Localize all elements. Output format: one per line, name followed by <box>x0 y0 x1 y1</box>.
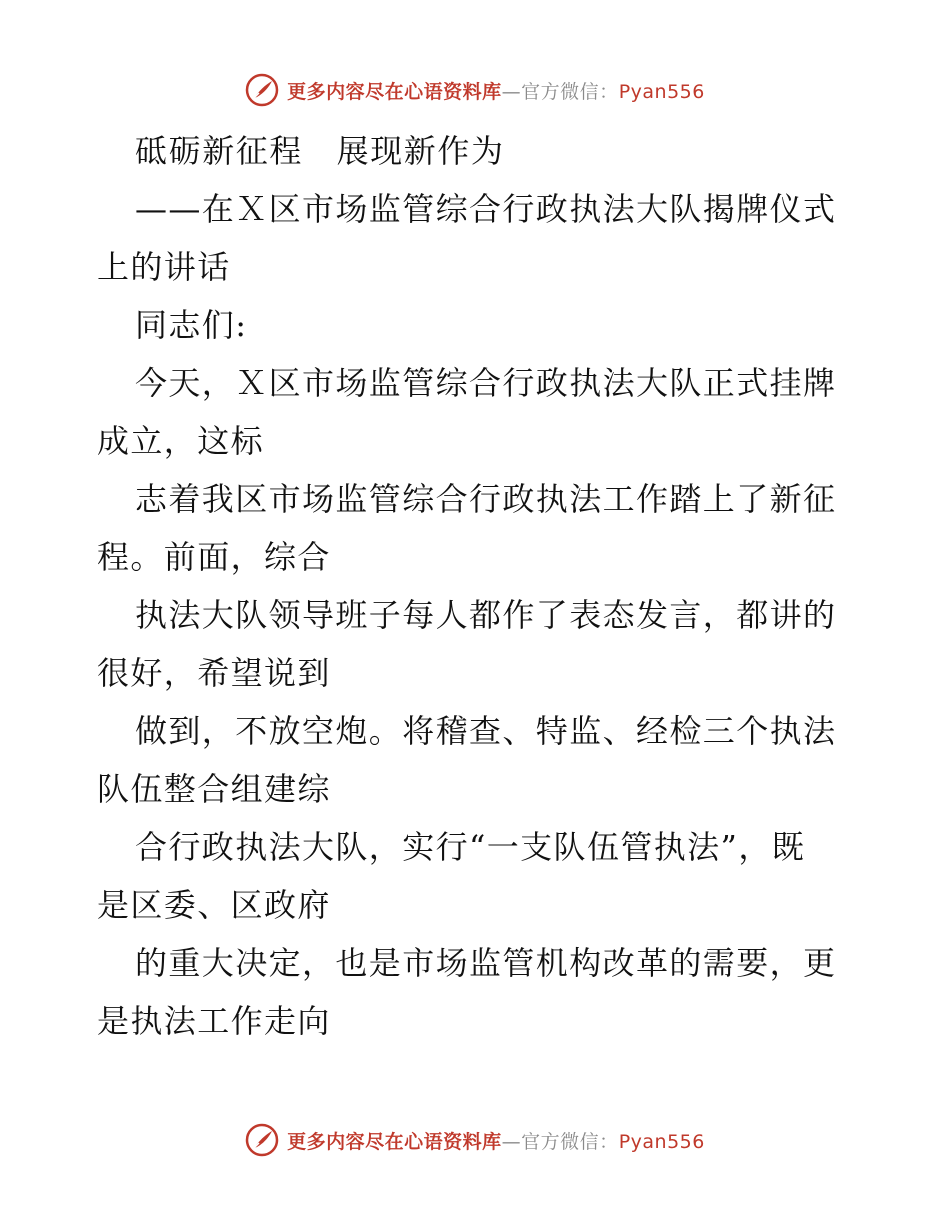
watermark-handle: Pyan556 <box>618 1130 705 1153</box>
feather-pen-logo-icon <box>245 73 279 107</box>
feather-pen-logo-icon <box>245 1123 279 1157</box>
paragraph-line: 是区委、区政府 <box>97 886 331 924</box>
paragraph-line: 的重大决定，也是市场监管机构改革的需要，更 <box>135 944 837 982</box>
header-watermark <box>0 70 950 110</box>
watermark-brand: 更多内容尽在心语资料库 <box>287 80 502 103</box>
watermark-label: 官方微信： <box>521 80 619 103</box>
paragraph-line: 程。前面，综合 <box>97 538 331 576</box>
watermark-label: 官方微信： <box>521 1130 619 1153</box>
paragraph-line: 成立，这标 <box>97 422 265 460</box>
watermark-handle: Pyan556 <box>618 80 705 103</box>
paragraph-line: 今天，Ｘ区市场监管综合行政执法大队正式挂牌 <box>135 364 837 402</box>
paragraph-line: 合行政执法大队，实行“一支队伍管执法”，既 <box>135 828 806 866</box>
paragraph-line: 很好，希望说到 <box>97 654 331 692</box>
paragraph-line: 做到，不放空炮。将稽查、特监、经检三个执法 <box>135 712 837 750</box>
watermark-dash: — <box>501 1130 522 1153</box>
paragraph-line: 执法大队领导班子每人都作了表态发言，都讲的 <box>135 596 837 634</box>
document-body <box>97 122 857 1050</box>
salutation: 同志们: <box>135 306 248 344</box>
paragraph-line: 队伍整合组建综 <box>97 770 331 808</box>
paragraph-line: 志着我区市场监管综合行政执法工作踏上了新征 <box>135 480 837 518</box>
document-subtitle-line-1: ——在Ｘ区市场监管综合行政执法大队揭牌仪式 <box>135 190 837 228</box>
footer-watermark <box>0 1120 950 1160</box>
document-subtitle-line-2: 上的讲话 <box>97 248 231 286</box>
watermark-brand: 更多内容尽在心语资料库 <box>287 1130 502 1153</box>
watermark-text <box>287 1127 705 1154</box>
document-title: 砥砺新征程 展现新作为 <box>135 132 505 170</box>
watermark-text <box>287 77 705 104</box>
paragraph-line: 是执法工作走向 <box>97 1002 331 1040</box>
watermark-dash: — <box>501 80 522 103</box>
